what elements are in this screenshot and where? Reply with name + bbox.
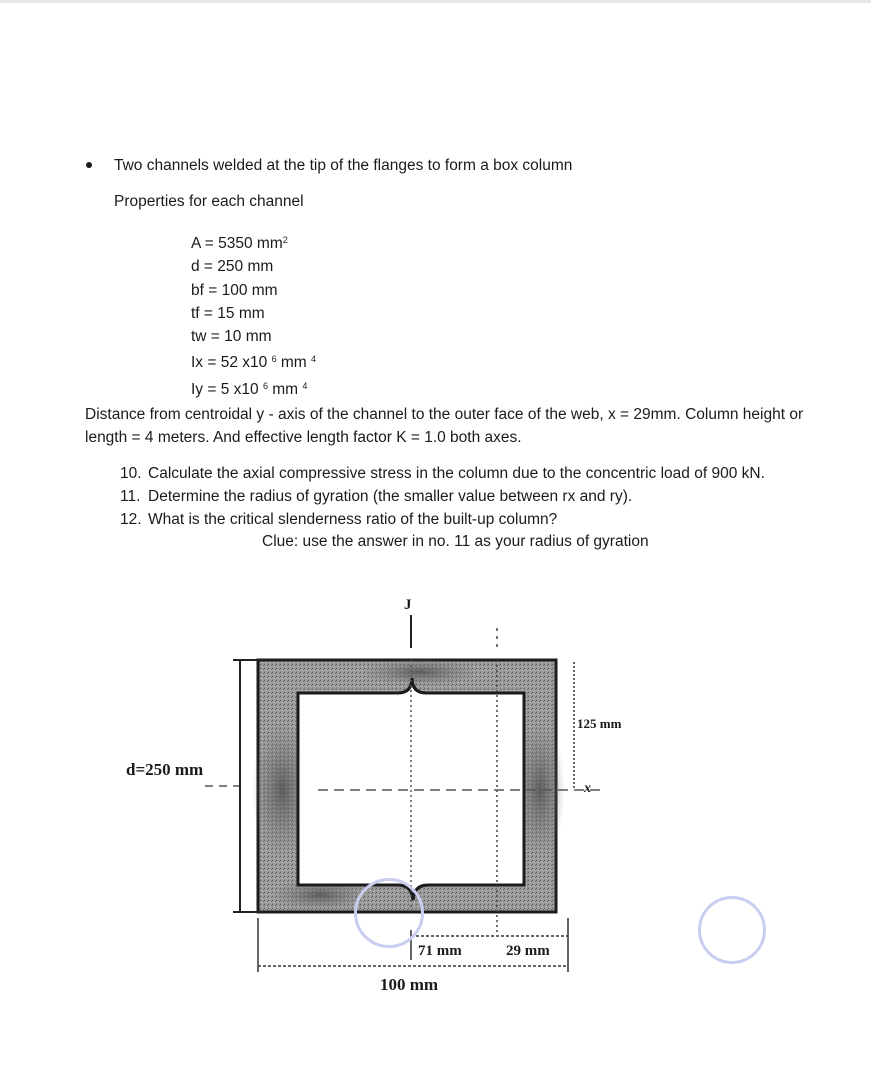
property-item: Ix = 52 x10 $^6$ mm $^4$ — [191, 354, 317, 372]
property-item: A = 5350 $mm^2$ — [191, 235, 288, 252]
question-item: 11. Determine the radius of gyration (the smaller value between rx and ry). — [120, 488, 633, 505]
property-item: tf = 15 mm — [191, 304, 265, 322]
ghost-circle-overlay — [698, 896, 766, 964]
bullet-text: Two channels welded at the tip of the flanges to form a box column — [114, 157, 573, 174]
properties-heading: Properties for each channel — [114, 193, 304, 210]
ghost-circle-overlay — [354, 878, 424, 948]
y-axis-label: J — [404, 597, 412, 613]
half-depth-label: 125 mm — [577, 716, 622, 731]
clue-text: Clue: use the answer in no. 11 as your radius of gyration — [262, 533, 649, 550]
question-list — [120, 462, 765, 531]
dimension-29-label: 29 mm — [506, 943, 550, 959]
dimension-71-label: 71 mm — [418, 943, 462, 959]
top-divider — [0, 0, 871, 3]
question-item: 12. What is the critical slenderness ratio of the built-up column? — [120, 511, 558, 528]
bullet-icon — [86, 162, 92, 168]
scan-smudge — [360, 658, 480, 686]
property-item: d = 250 mm — [191, 258, 274, 276]
depth-label: d=250 mm — [126, 760, 204, 779]
property-item: tw = 10 mm — [191, 328, 272, 346]
property-item: Iy = 5 x10 $^6$ mm $^4$ — [191, 380, 308, 398]
x-axis-label: x — [584, 781, 591, 796]
description-paragraph: Distance from centroidal y - axis of the channel to the outer face of the web, x = 29mm. Column height or length = 4 meters. And effective length factor K = 1.0 both axes. — [85, 406, 804, 446]
question-item: 10. Calculate the axial compressive stress in the column due to the concentric load of 900 kN. — [120, 465, 765, 482]
property-item: bf = 100 mm — [191, 281, 278, 299]
properties-list — [191, 229, 316, 401]
width-label: 100 mm — [380, 975, 439, 994]
